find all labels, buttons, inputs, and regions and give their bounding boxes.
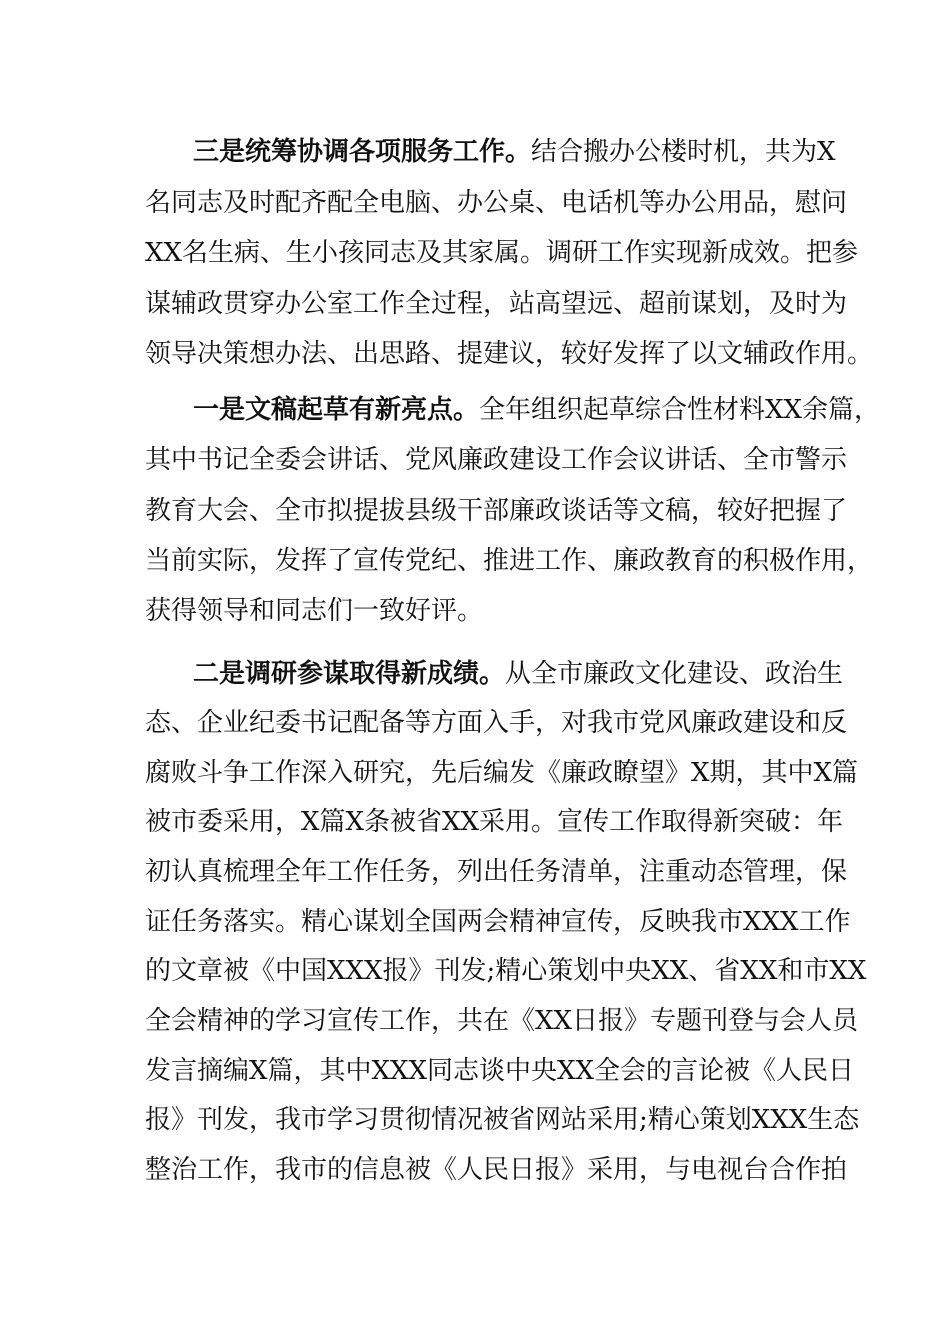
paragraph-2-text: 全年组织起草综合性材料XX余篇， [479,395,881,425]
paragraph-1-line-2 [0,179,950,227]
paragraph-2-line-3 [0,487,950,535]
paragraph-3-line-2 [0,699,950,747]
line-text: 整治工作，我市的信息被《人民日报》采用，与电视台合作拍 [145,1155,848,1185]
line-text: 初认真梳理全年工作任务，列出任务清单，注重动态管理，保 [145,857,848,887]
paragraph-3-line-8 [0,997,950,1045]
paragraph-3-text: 从全市廉政文化建设、政治生 [505,659,844,689]
line-text: 其中书记全委会讲话、党风廉政建设工作会议讲话、全市警示 [145,445,848,475]
line-text: XX名生病、生小孩同志及其家属。调研工作实现新成效。把参 [145,238,859,268]
line-text: 获得领导和同志们一致好评。 [145,596,484,626]
paragraph-1-line-5 [0,330,950,378]
paragraph-1-heading: 三是统筹协调各项服务工作。 [193,137,532,167]
paragraph-2-line-1 [0,386,950,434]
paragraph-2-line-4 [0,537,950,585]
paragraph-2-line-5 [0,587,950,635]
line-text: 报》刊发，我市学习贯彻情况被省网站采用;精心策划XXX生态 [145,1105,860,1135]
paragraph-1-line-3 [0,229,950,277]
paragraph-3-line-7 [0,947,950,995]
paragraph-2-line-2 [0,436,950,484]
paragraph-3-line-1 [0,650,950,698]
paragraph-3-line-3 [0,749,950,797]
line-text: 发言摘编X篇，其中XXX同志谈中央XX全会的言论被《人民日 [145,1056,855,1086]
paragraph-3-line-4 [0,798,950,846]
paragraph-3-line-10 [0,1096,950,1144]
line-text: 被市委采用，X篇X条被省XX采用。宣传工作取得新突破：年 [145,807,844,837]
line-text: 态、企业纪委书记配备等方面入手，对我市党风廉政建设和反 [145,708,848,738]
paragraph-3-heading: 二是调研参谋取得新成绩。 [193,659,506,689]
line-text: 腐败斗争工作深入研究，先后编发《廉政瞭望》X期，其中X篇 [145,758,859,788]
line-text: 名同志及时配齐配全电脑、办公桌、电话机等办公用品，慰问 [145,188,848,218]
line-text: 全会精神的学习宣传工作，共在《XX日报》专题刊登与会人员 [145,1006,859,1036]
paragraph-2-heading: 一是文稿起草有新亮点。 [193,395,480,425]
line-text: 的文章被《中国XXX报》刊发;精心策划中央XX、省XX和市XX [145,956,867,986]
paragraph-3-line-5 [0,848,950,896]
line-text: 领导决策想办法、出思路、提建议，较好发挥了以文辅政作用。 [145,339,874,369]
paragraph-3-line-9 [0,1047,950,1095]
line-text: 谋辅政贯穿办公室工作全过程，站高望远、超前谋划，及时为 [145,289,848,319]
line-text: 证任务落实。精心谋划全国两会精神宣传，反映我市XXX工作 [145,907,851,937]
paragraph-1-line-4 [0,280,950,328]
paragraph-1-line-1 [0,128,950,176]
paragraph-3-line-6 [0,898,950,946]
line-text: 教育大会、全市拟提拔县级干部廉政谈话等文稿，较好把握了 [145,496,848,526]
paragraph-3-line-11 [0,1146,950,1194]
paragraph-1-text: 结合搬办公楼时机，共为X [531,137,836,167]
line-text: 当前实际，发挥了宣传党纪、推进工作、廉政教育的积极作用， [145,546,874,576]
